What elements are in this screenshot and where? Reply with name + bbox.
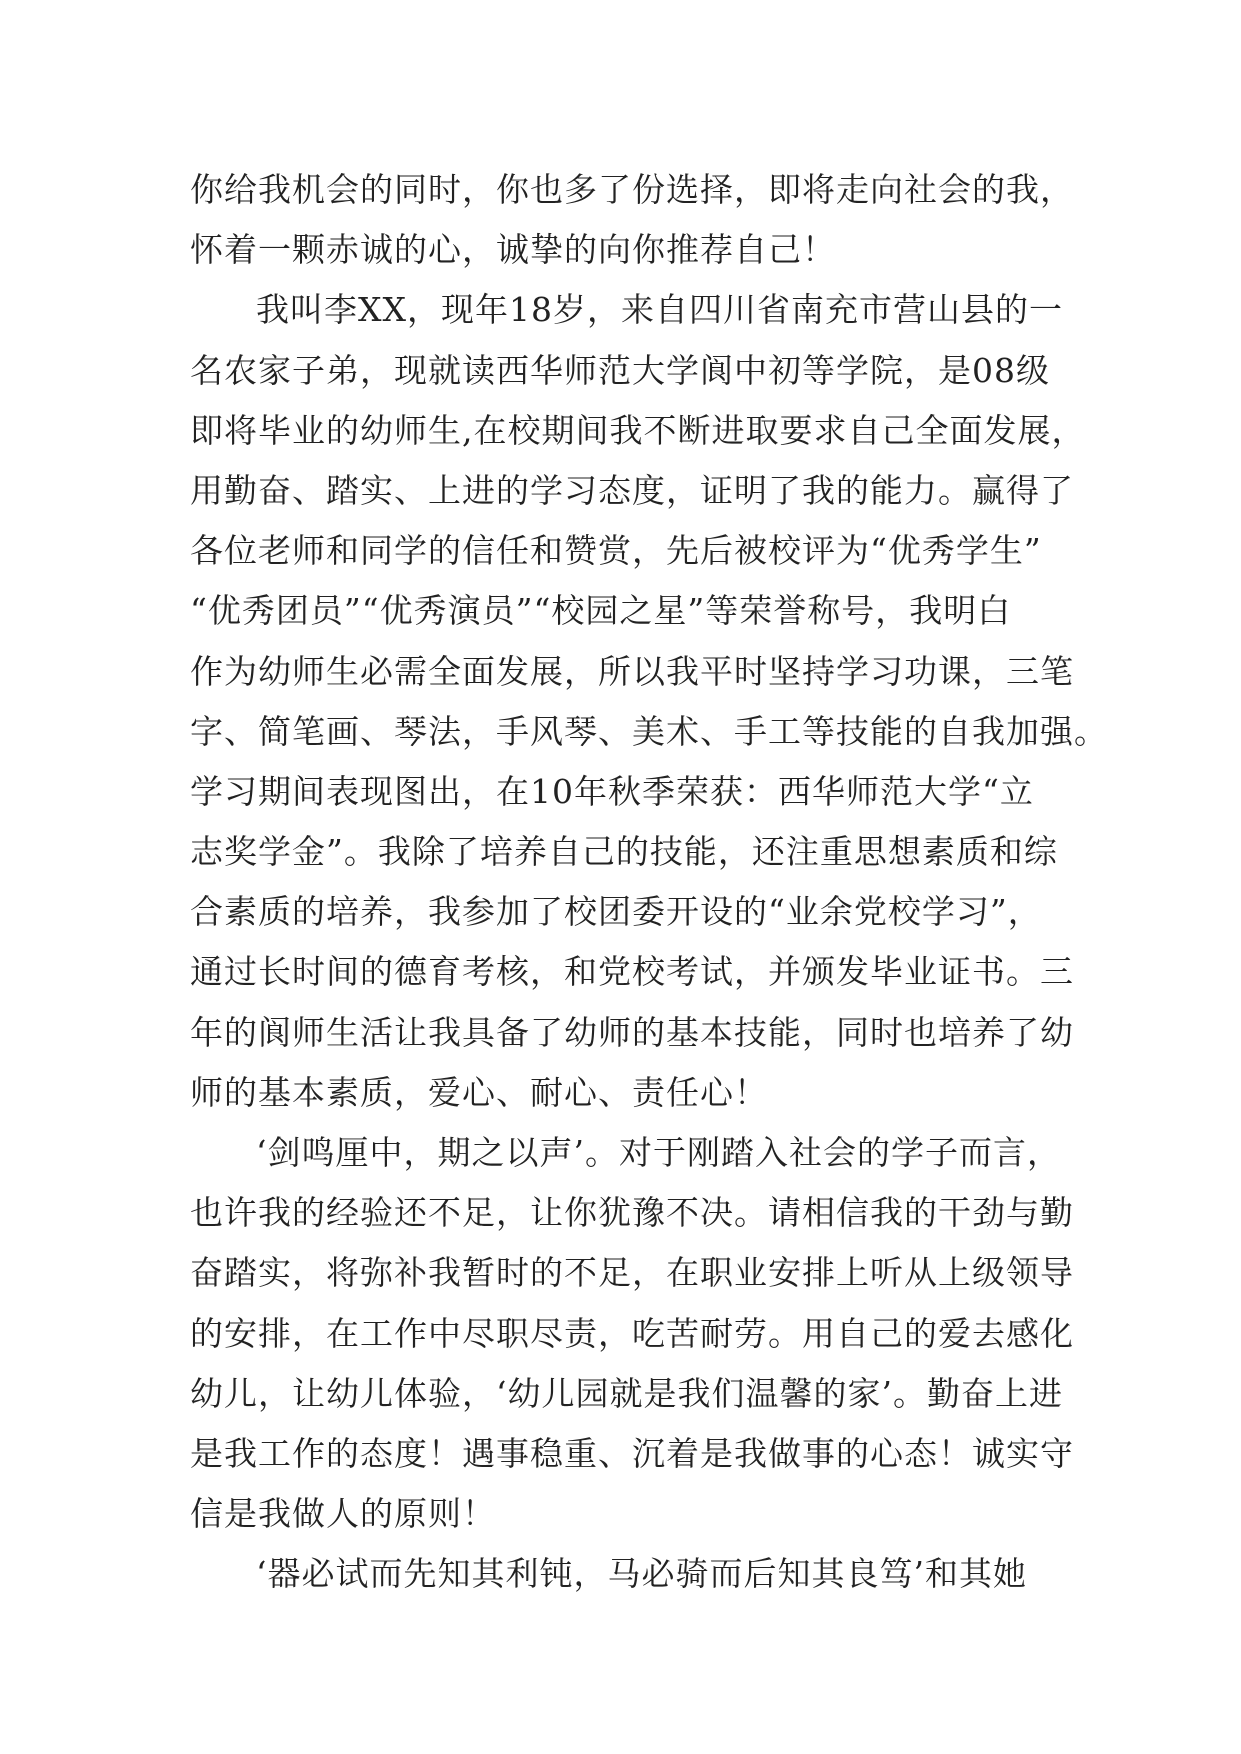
text-line: 学习期间表现图出，在10年秋季荣获：西华师范大学“立 (190, 771, 1034, 811)
text-line: 是我工作的态度！遇事稳重、沉着是我做事的心态！诚实守 (190, 1433, 1074, 1473)
text-line: 也许我的经验还不足，让你犹豫不决。请相信我的干劲与勤 (190, 1193, 1074, 1233)
text-line: 怀着一颗赤诚的心，诚挚的向你推荐自己！ (190, 230, 836, 270)
text-line: 作为幼师生必需全面发展，所以我平时坚持学习功课，三笔 (190, 651, 1074, 691)
letter-body (190, 160, 1108, 1605)
paragraph-start-line: 我叫李XX，现年18岁，来自四川省南充市营山县的一 (256, 290, 1063, 330)
text-line: 字、简笔画、琴法，手风琴、美术、手工等技能的自我加强。 (190, 711, 1108, 751)
text-line: “优秀团员”“优秀演员”“校园之星”等荣誉称号，我明白 (190, 591, 1012, 631)
paragraph-start-line: ‘器必试而先知其利钝，马必骑而后知其良笃’和其她 (256, 1554, 1027, 1594)
text-line: 幼儿，让幼儿体验，‘幼儿园就是我们温馨的家’。勤奋上进 (190, 1373, 1063, 1413)
text-line: 你给我机会的同时，你也多了份选择，即将走向社会的我， (190, 170, 1074, 209)
text-line: 信是我做人的原则！ (190, 1494, 496, 1534)
paragraph-start-line: ‘剑鸣厘中，期之以声’。对于刚踏入社会的学子而言， (256, 1133, 1061, 1172)
text-line: 年的阆师生活让我具备了幼师的基本技能，同时也培养了幼 (190, 1012, 1074, 1052)
text-line: 志奖学金”。我除了培养自己的技能，还注重思想素质和综 (190, 832, 1058, 872)
text-line: 的安排，在工作中尽职尽责，吃苦耐劳。用自己的爱去感化 (190, 1313, 1074, 1353)
text-line: 通过长时间的德育考核，和党校考试，并颁发毕业证书。三 (190, 952, 1074, 992)
text-line: 即将毕业的幼师生,在校期间我不断进取要求自己全面发展， (190, 410, 1086, 450)
text-line: 用勤奋、踏实、上进的学习态度，证明了我的能力。赢得了 (190, 470, 1074, 510)
text-line: 奋踏实，将弥补我暂时的不足，在职业安排上听从上级领导 (190, 1253, 1074, 1293)
text-line: 合素质的培养，我参加了校团委开设的“业余党校学习”， (190, 892, 1042, 932)
text-line: 师的基本素质，爱心、耐心、责任心！ (190, 1072, 768, 1112)
text-line: 各位老师和同学的信任和赞赏，先后被校评为“优秀学生” (190, 531, 1042, 571)
text-line: 名农家子弟，现就读西华师范大学阆中初等学院，是08级 (190, 350, 1050, 390)
